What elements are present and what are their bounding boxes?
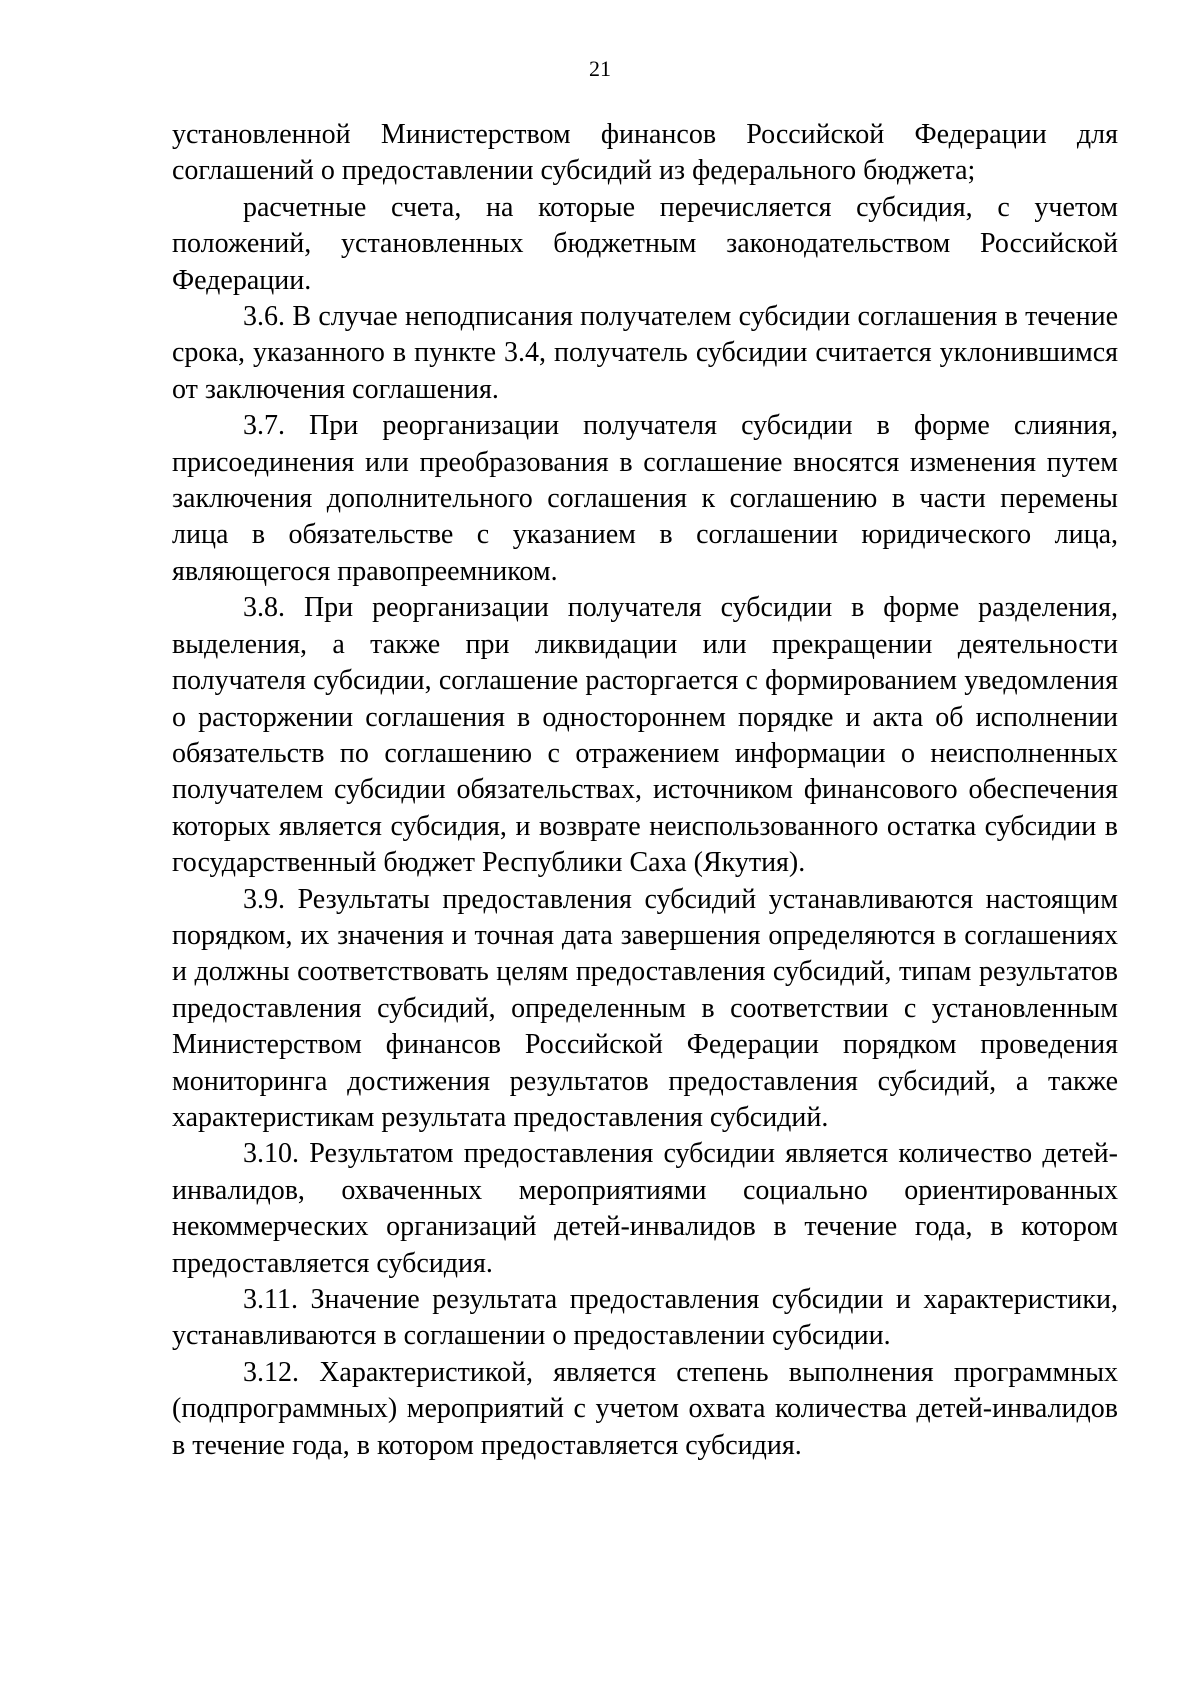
paragraph-3-12: 3.12. Характеристикой, является степень выполнения программных (подпрограммных) мероприятий с учетом охвата количества детей-инвалидов в течение года, в котором предоставляется субсидия. xyxy=(172,1356,1118,1461)
paragraph-3-8: 3.8. При реорганизации получателя субсидии в форме разделения, выделения, а также при ликвидации или прекращении деятельности получателя субсидии, соглашение расторгается с формированием уведомления о расторжении соглашения в одностороннем порядке и акта об исполнении обязательств по соглашению с отражением информации о неисполненных получателем субсидии обязательствах, источником финансового обеспечения которых является субсидия, и возврате неиспользованного остатка субсидии в государственный бюджет Республики Саха (Якутия). xyxy=(172,592,1118,879)
paragraph-3-6: 3.6. В случае неподписания получателем субсидии соглашения в течение срока, указанного в пункте 3.4, получатель субсидии считается уклонившимся от заключения соглашения. xyxy=(172,301,1118,405)
paragraph-3-11: 3.11. Значение результата предоставления субсидии и характеристики, устанавливаются в соглашении о предоставлении субсидии. xyxy=(172,1284,1118,1352)
paragraph-settlement-accounts: расчетные счета, на которые перечисляется субсидия, с учетом положений, установленных бюджетным законодательством Российской Федерации. xyxy=(172,191,1118,296)
paragraph-continuation: установленной Министерством финансов Российской Федерации для соглашений о предоставлении субсидий из федерального бюджета; xyxy=(172,119,1118,187)
page-number: 21 xyxy=(589,56,611,81)
document-body xyxy=(172,117,1118,1464)
paragraph-3-9: 3.9. Результаты предоставления субсидий устанавливаются настоящим порядком, их значения и точная дата завершения определяются в соглашениях и должны соответствовать целям предоставления субсидий, типам результатов предоставления субсидий, определенным в соответствии с установленным Министерством финансов Российской Федерации порядком проведения мониторинга достижения результатов предоставления субсидий, а также характеристикам результата предоставления субсидий. xyxy=(172,883,1118,1133)
paragraph-3-7: 3.7. При реорганизации получателя субсидии в форме слияния, присоединения или преобразования в соглашение вносятся изменения путем заключения дополнительного соглашения к соглашению в части перемены лица в обязательстве с указанием в соглашении юридического лица, являющегося правопреемником. xyxy=(172,410,1118,587)
paragraph-3-10: 3.10. Результатом предоставления субсидии является количество детей-инвалидов, охваченных мероприятиями социально ориентированных некоммерческих организаций детей-инвалидов в течение года, в котором предоставляется субсидия. xyxy=(172,1138,1118,1279)
